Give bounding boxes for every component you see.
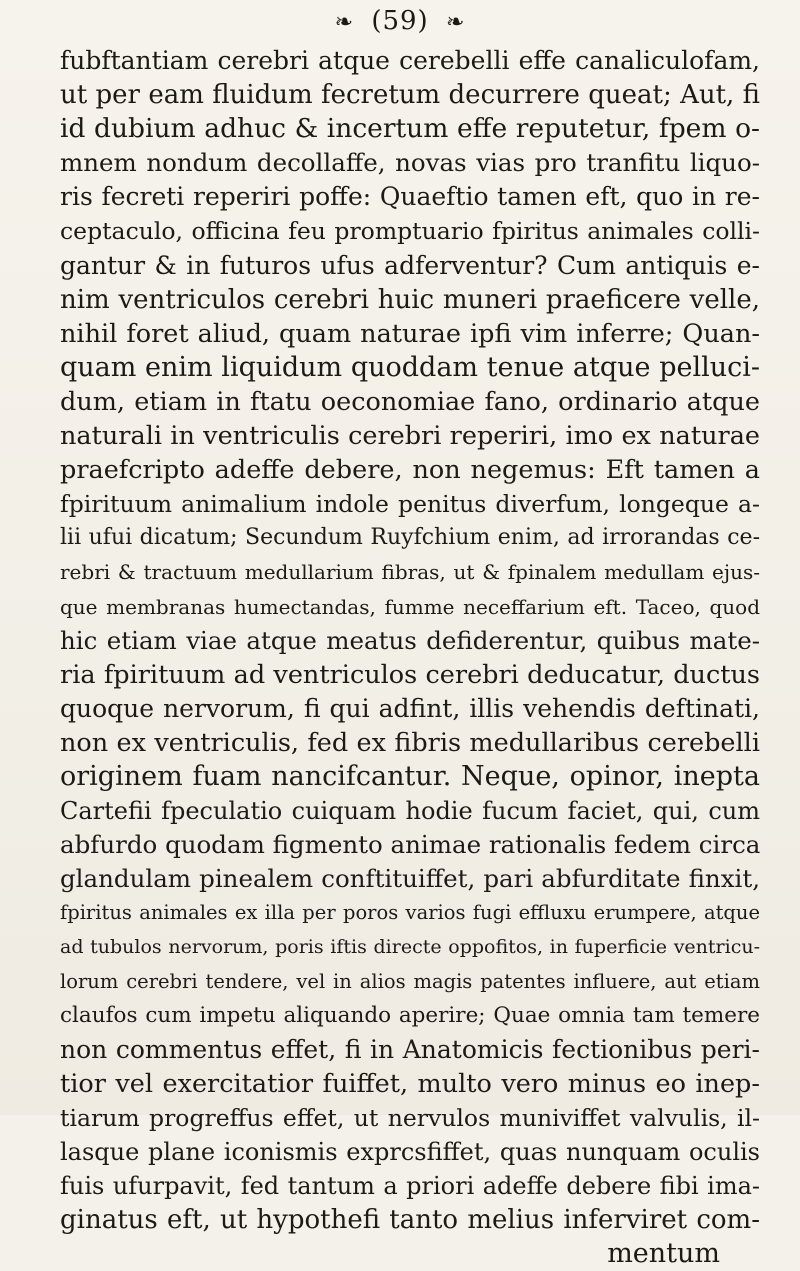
text-line: que membranas humectandas, fumme neceffarium eft. Taceo, quod xyxy=(60,594,760,619)
text-line: non commentus effet, fi in Anatomicis fectionibus peri- xyxy=(60,1034,760,1064)
text-line: tiarum progreffus effet, ut nervulos muniviffet valvulis, il- xyxy=(60,1103,760,1132)
text-line: fubftantiam cerebri atque cerebelli effe canaliculofam, xyxy=(60,46,760,75)
text-line: id dubium adhuc & incertum effe reputetur, fpem o- xyxy=(60,113,760,145)
text-line: rebri & tractuum medullarium fibras, ut & fpinalem medullam ejus- xyxy=(60,560,760,585)
text-line: non ex ventriculis, fed ex fibris medullaribus cerebelli xyxy=(60,727,760,758)
text-line: fpiritus animales ex illa per poros varios fugi effluxu erumpere, atque xyxy=(60,901,760,925)
text-line: claufos cum impetu aliquando aperire; Quae omnia tam temere xyxy=(60,1002,760,1028)
text-line: ad tubulos nervorum, poris iftis directe oppofitos, in fuperficie ventricu- xyxy=(60,936,760,959)
right-ornament-icon: ❧ xyxy=(445,10,466,35)
text-line: ria fpirituum ad ventriculos cerebri deducatur, ductus xyxy=(60,659,760,690)
text-line: praefcripto adeffe debere, non negemus: Eft tamen a xyxy=(60,455,760,486)
catchword: mentum xyxy=(607,1238,720,1270)
text-line: nihil foret aliud, quam naturae ipfi vim inferre; Quan- xyxy=(60,318,760,349)
text-line: lii ufui dicatum; Secundum Ruyfchium enim, ad irrorandas ce- xyxy=(60,525,760,551)
body-text xyxy=(60,44,760,1271)
text-line: ceptaculo, officina feu promptuario fpiritus animales colli- xyxy=(60,217,760,246)
text-line: mnem nondum decollaffe, novas vias pro tranfitu liquo- xyxy=(60,148,760,178)
left-ornament-icon: ❧ xyxy=(334,10,355,35)
text-line: naturali in ventriculis cerebri reperiri, imo ex naturae xyxy=(60,421,760,452)
text-line: dum, etiam in ftatu oeconomiae fano, ordinario atque xyxy=(60,386,760,417)
text-line: hic etiam viae atque meatus defiderentur, quibus mate- xyxy=(60,625,760,655)
text-line: nim ventriculos cerebri huic muneri praeficere velle, xyxy=(60,284,760,315)
text-line: originem fuam nancifcantur. Neque, opinor, inepta xyxy=(60,760,760,792)
text-line: lasque plane iconismis exprcsfiffet, quas nunquam oculis xyxy=(60,1138,760,1166)
text-line: gantur & in futuros ufus adferventur? Cum antiquis e- xyxy=(60,250,760,280)
text-line: ris fecreti reperiri poffe: Quaeftio tamen eft, quo in re- xyxy=(60,182,760,212)
text-line: lorum cerebri tendere, vel in alios magis patentes influere, aut etiam xyxy=(60,969,760,993)
page-number: (59) xyxy=(371,6,429,36)
text-line: tior vel exercitatior fuiffet, multo vero minus eo inep- xyxy=(60,1068,760,1099)
page-header xyxy=(0,6,800,36)
text-line: fpirituum animalium indole penitus diverfum, longeque a- xyxy=(60,490,760,519)
text-line: Cartefii fpeculatio cuiquam hodie fucum faciet, qui, cum xyxy=(60,797,760,826)
text-line: glandulam pinealem conftituiffet, pari abfurditate finxit, xyxy=(60,864,760,894)
text-line: ginatus eft, ut hypothefi tanto melius inferviret com- xyxy=(60,1205,760,1236)
text-line: quoque nervorum, fi qui adfint, illis vehendis deftinati, xyxy=(60,693,760,723)
text-line: quam enim liquidum quoddam tenue atque pelluci- xyxy=(60,351,760,383)
text-line: fuis ufurpavit, fed tantum a priori adeffe debere fibi ima- xyxy=(60,1172,760,1201)
text-line: ut per eam fluidum fecretum decurrere queat; Aut, fi xyxy=(60,80,760,111)
text-line: abfurdo quodam figmento animae rationalis fedem circa xyxy=(60,830,760,860)
